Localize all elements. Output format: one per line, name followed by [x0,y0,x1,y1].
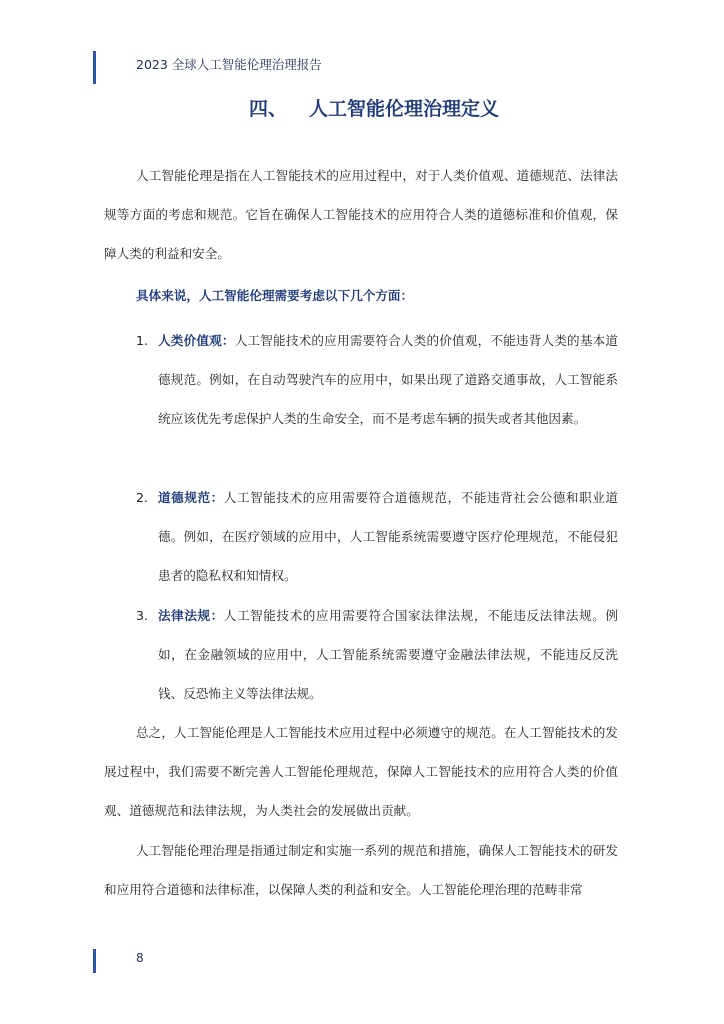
list-item-term: 法律法规： [158,608,224,623]
list-item-body [158,596,618,713]
list-item [136,596,618,713]
aspects-subheading: 具体来说，人工智能伦理需要考虑以下几个方面： [136,288,414,303]
report-header-title: 2023 全球人工智能伦理治理报告 [136,57,322,72]
header-accent-bar [93,51,96,84]
list-item-body [158,321,618,438]
governance-paragraph: 人工智能伦理治理是指通过制定和实施一系列的规范和措施，确保人工智能技术的研发和应用符合道德和法律标准，以保障人类的利益和安全。人工智能伦理治理的范畴非常 [104,843,618,897]
intro-paragraph: 人工智能伦理是指在人工智能技术的应用过程中，对于人类价值观、道德规范、法律法规等方面的考虑和规范。它旨在确保人工智能技术的应用符合人类的道德标准和价值观，保障人类的利益和安全。 [104,168,618,261]
list-item-number: 1. [136,333,149,348]
footer-accent-bar [93,949,96,973]
page-number: 8 [136,951,144,965]
list-item-term: 道德规范： [158,490,224,505]
list-item-number: 3. [136,608,149,623]
section-number: 四、 [249,98,288,120]
list-item-term: 人类价值观： [158,333,235,348]
list-item [136,478,618,595]
section-title-text: 人工智能伦理治理定义 [309,98,500,120]
list-item [136,321,618,438]
list-item-text: 人工智能技术的应用需要符合人类的价值观，不能违背人类的基本道德规范。例如，在自动驾驶汽车的应用中，如果出现了道路交通事故，人工智能系统应该优先考虑保护人类的生命安全，而不是考虑车辆的损失或者其他因素。 [158,333,619,426]
section-heading [249,94,499,121]
list-item-text: 人工智能技术的应用需要符合道德规范，不能违背社会公德和职业道德。例如，在医疗领域的应用中，人工智能系统需要遵守医疗伦理规范，不能侵犯患者的隐私权和知情权。 [158,490,619,583]
list-item-body [158,478,618,595]
list-item-text: 人工智能技术的应用需要符合国家法律法规，不能违反法律法规。例如，在金融领域的应用中，人工智能系统需要遵守金融法律法规，不能违反反洗钱、反恐怖主义等法律法规。 [158,608,619,701]
list-item-number: 2. [136,490,149,505]
summary-paragraph: 总之，人工智能伦理是人工智能技术应用过程中必须遵守的规范。在人工智能技术的发展过程中，我们需要不断完善人工智能伦理规范，保障人工智能技术的应用符合人类的价值观、道德规范和法律法规，为人类社会的发展做出贡献。 [104,725,618,818]
